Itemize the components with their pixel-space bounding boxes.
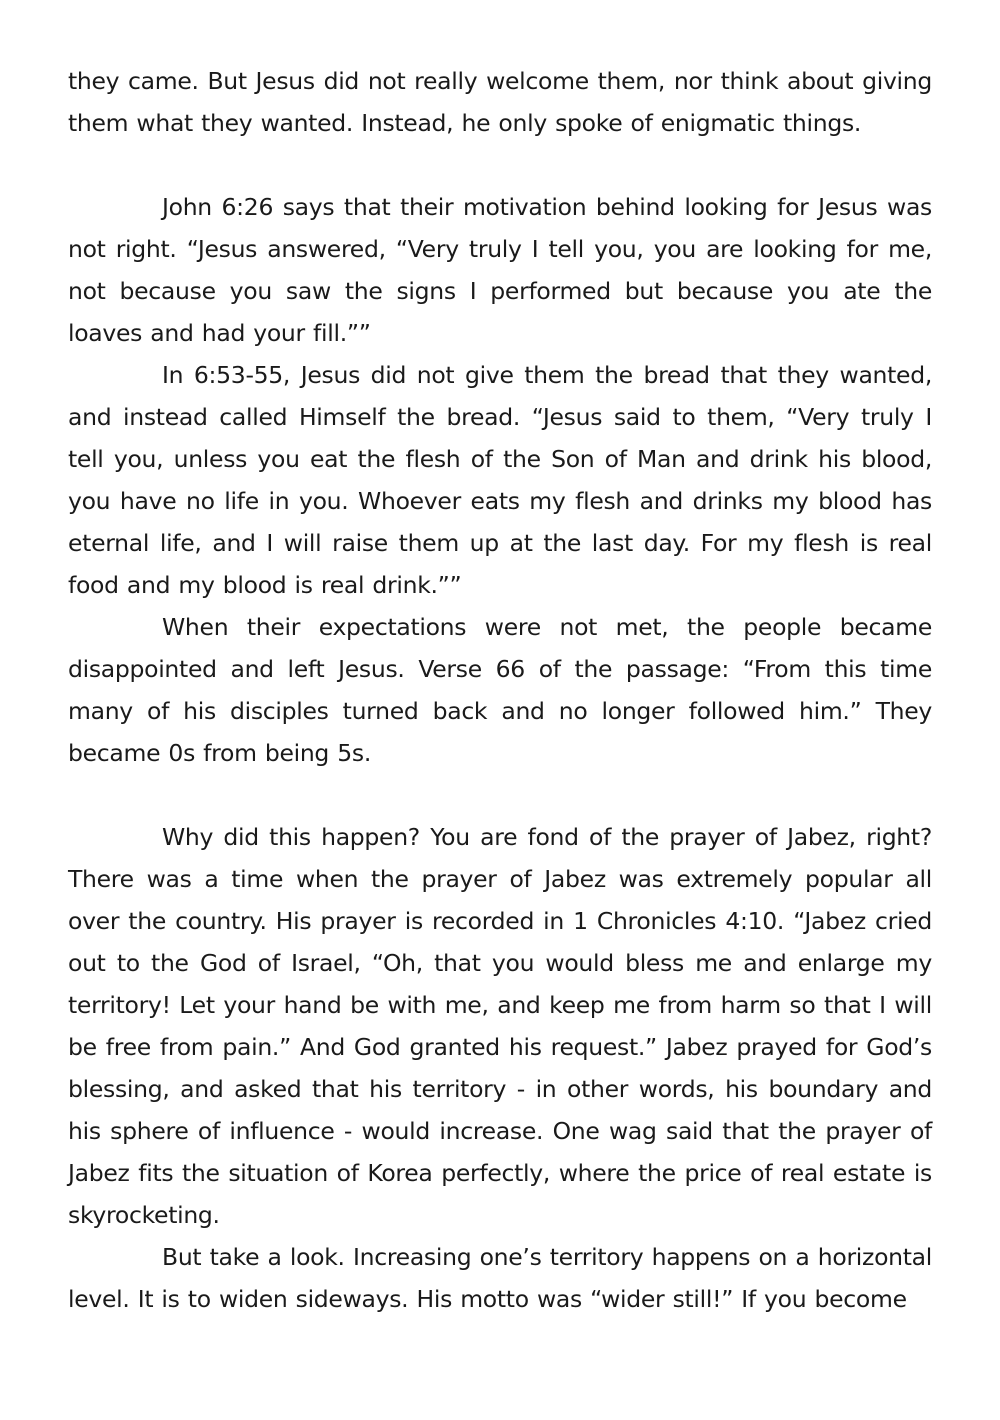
paragraph-verse-66: When their expectations were not met, the people became disappointed and left Jesus. Verse 66 of the passage: “From this time many of his disciples turned back and no longer followed him.” They became 0s from being 5s. bbox=[68, 613, 932, 767]
paragraph-gap bbox=[68, 144, 932, 186]
paragraph-gap bbox=[68, 774, 932, 816]
paragraph-john-6-53: In 6:53-55, Jesus did not give them the bread that they wanted, and instead called Himself the bread. “Jesus said to them, “Very truly I tell you, unless you eat the flesh of the Son of Man and drink his blood, you have no life in you. Whoever eats my flesh and drinks my blood has eternal life, and I will raise them up at the last day. For my flesh is real food and my blood is real drink.”” bbox=[68, 361, 932, 599]
paragraph-john-6-26: John 6:26 says that their motivation behind looking for Jesus was not right. “Jesus answered, “Very truly I tell you, you are looking for me, not because you saw the signs I performed but because you ate the loaves and had your fill.”” bbox=[68, 193, 932, 347]
document-page bbox=[68, 60, 932, 1320]
paragraph-prayer-of-jabez: Why did this happen? You are fond of the prayer of Jabez, right? There was a time when the prayer of Jabez was extremely popular all over the country. His prayer is recorded in 1 Chronicles 4:10. “Jabez cried out to the God of Israel, “Oh, that you would bless me and enlarge my territory! Let your hand be with me, and keep me from harm so that I will be free from pain.” And God granted his request.” Jabez prayed for God’s blessing, and asked that his territory - in other words, his boundary and his sphere of influence - would increase. One wag said that the prayer of Jabez fits the situation of Korea perfectly, where the price of real estate is skyrocketing. bbox=[68, 823, 932, 1229]
paragraph-continuation: they came. But Jesus did not really welcome them, nor think about giving them what they wanted. Instead, he only spoke of enigmatic things. bbox=[68, 67, 932, 137]
paragraph-territory: But take a look. Increasing one’s territory happens on a horizontal level. It is to widen sideways. His motto was “wider still!” If you become bbox=[68, 1243, 932, 1313]
